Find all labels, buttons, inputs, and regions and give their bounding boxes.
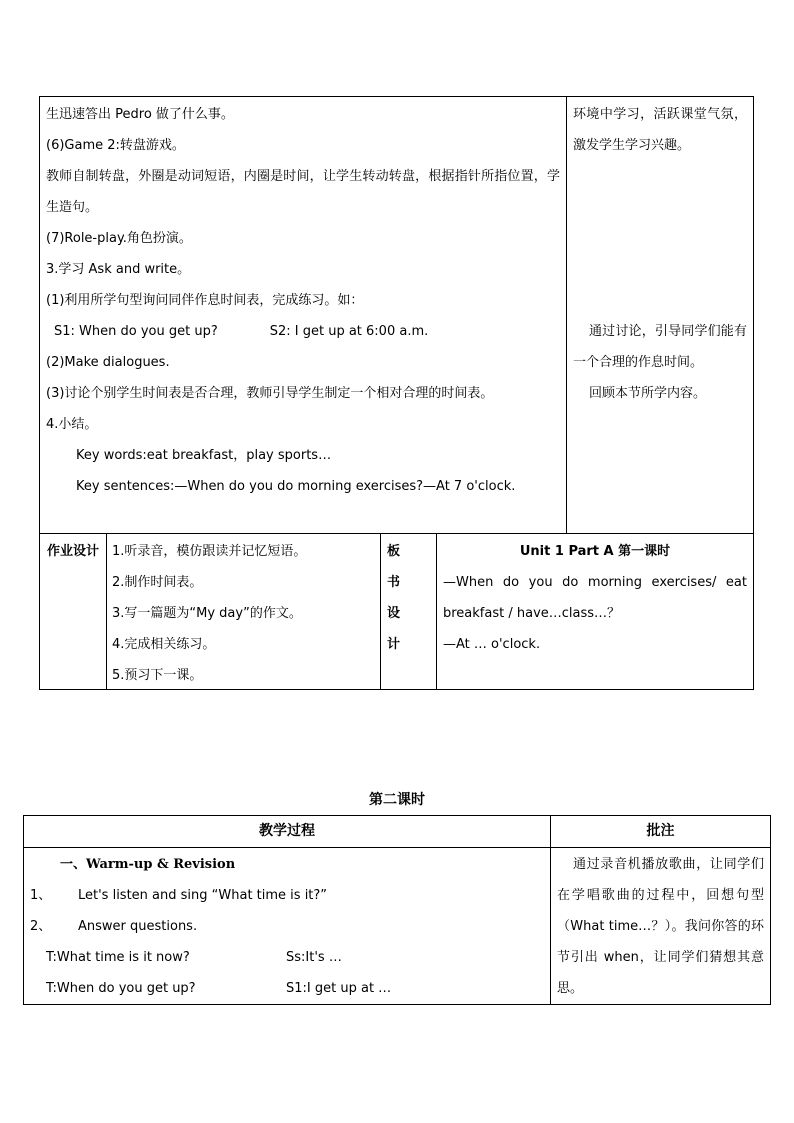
item-number: 1、 [30, 888, 52, 903]
process-line: (1)利用所学句型询问同伴作息时间表，完成练习。如： [46, 293, 364, 308]
process-line: 教师自制转盘，外圈是动词短语，内圈是时间，让学生转动转盘，根据指针所指位置，学生造句。 [46, 169, 560, 215]
item-text: Answer questions. [78, 919, 198, 934]
homework-item: 2.制作时间表。 [112, 575, 203, 590]
board-content-cell [436, 533, 754, 690]
process-line: (7)Role-play.角色扮演。 [46, 231, 192, 246]
dialogue-example [46, 316, 560, 347]
process-line: Key sentences:—When do you do morning exercises?—At 7 o'clock. [76, 479, 516, 494]
qa-row [30, 942, 544, 973]
lesson-plan-table-1 [39, 96, 754, 690]
board-title: Unit 1 Part A 第一课时 [519, 544, 671, 559]
qa-row [30, 973, 544, 1004]
student-answer: S1:I get up at … [286, 981, 392, 996]
notes-mid: 通过讨论，引导同学们能有一个合理的作息时间。 [573, 324, 747, 370]
warmup-title: 一、Warm-up & Revision [60, 857, 236, 872]
process-line: 4.小结。 [46, 417, 98, 432]
notes-header-cell [550, 815, 771, 848]
student-answer: Ss:It's … [286, 950, 342, 965]
item-text: Let's listen and sing “What time is it?” [78, 888, 328, 903]
process-line: (3)讨论个别学生时间表是否合理，教师引导学生制定一个相对合理的时间表。 [46, 386, 494, 401]
homework-label-cell [39, 533, 107, 690]
notes-top: 环境中学习，活跃课堂气氛，激发学生学习兴趣。 [573, 107, 747, 153]
process-body-cell [23, 847, 551, 1005]
homework-items-cell [106, 533, 381, 690]
homework-item: 3.写一篇题为“My day”的作文。 [112, 606, 302, 621]
notes-header: 批注 [646, 823, 675, 839]
notes-text: 通过录音机播放歌曲，让同学们在学唱歌曲的过程中，回想句型（What time…？）。我问你答的环节引出 when，让同学们猜想其意思。 [557, 857, 764, 996]
homework-item: 4.完成相关练习。 [112, 637, 216, 652]
process-header-cell [23, 815, 551, 848]
process-line: (2)Make dialogues. [46, 355, 170, 370]
teacher-question: T:When do you get up? [46, 981, 196, 996]
board-label: 板书设计 [387, 544, 411, 652]
list-item [30, 911, 544, 942]
list-item [30, 880, 544, 911]
dialogue-s2: S2: I get up at 6:00 a.m. [269, 324, 429, 339]
notes-cell [566, 96, 754, 534]
process-line: Key words:eat breakfast，play sports… [76, 448, 332, 463]
process-header: 教学过程 [259, 823, 315, 839]
notes-review: 回顾本节所学内容。 [589, 386, 707, 401]
homework-item: 5.预习下一课。 [112, 668, 203, 683]
process-line: 生迅速答出 Pedro 做了什么事。 [46, 107, 234, 122]
lesson-plan-table-2 [23, 815, 771, 1005]
board-label-cell [380, 533, 437, 690]
dialogue-s1: S1: When do you get up? [54, 324, 218, 339]
teaching-process-cell [39, 96, 567, 534]
item-number: 2、 [30, 919, 52, 934]
teacher-question: T:What time is it now? [46, 950, 190, 965]
board-line-1: —When do you do morning exercises/ eat breakfast / have…class…？ [443, 575, 747, 621]
notes-body-cell [550, 847, 771, 1005]
process-line: 3.学习 Ask and write。 [46, 262, 191, 277]
process-line: (6)Game 2:转盘游戏。 [46, 138, 185, 153]
board-line-2: —At … o'clock. [443, 637, 541, 652]
homework-label: 作业设计 [46, 544, 99, 559]
section-heading: 第二课时 [369, 792, 425, 808]
homework-item: 1.听录音，模仿跟读并记忆短语。 [112, 544, 307, 559]
